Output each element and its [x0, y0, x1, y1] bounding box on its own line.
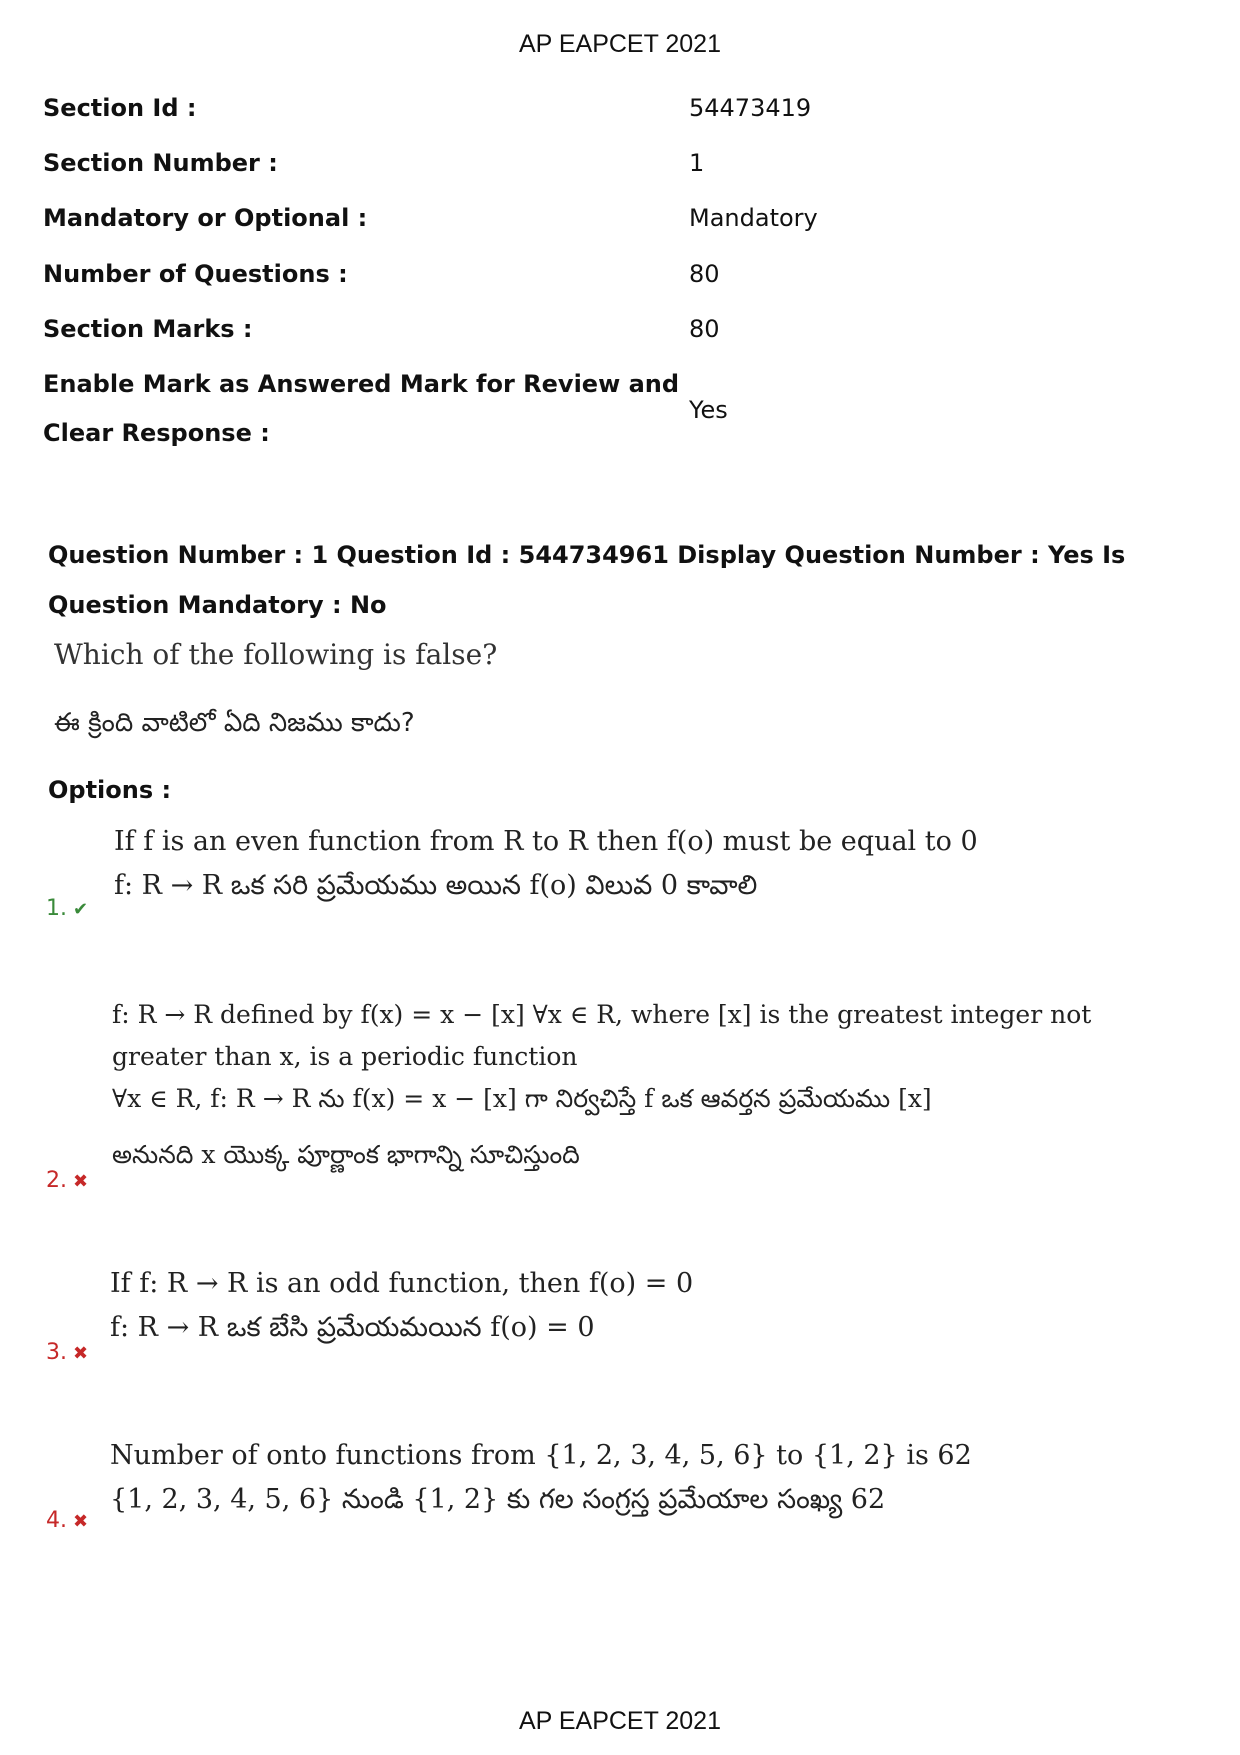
cross-icon: ✖ [73, 1511, 89, 1532]
mandatory-label: Mandatory or Optional : [43, 204, 368, 232]
number-of-questions-value: 80 [689, 260, 720, 288]
mandatory-value: Mandatory [689, 204, 818, 232]
option-2-line-2: greater than x, is a periodic function [112, 1042, 578, 1071]
check-icon: ✔ [73, 899, 89, 920]
option-1-marker[interactable] [46, 896, 88, 921]
option-1-number: 1. [46, 896, 67, 921]
page-header: AP EAPCET 2021 [519, 30, 721, 58]
option-2-marker[interactable] [46, 1168, 88, 1193]
enable-mark-label-line2: Clear Response : [43, 419, 270, 447]
option-1-line-2: f: R → R ఒక సరి ప్రమేయము అయిన f(o) విలువ 0 కావాలి [114, 870, 758, 901]
option-2-line-3: ∀x ∈ R, f: R → R ను f(x) = x − [x] గా నిర్వచిస్తే f ఒక ఆవర్తన ప్రమేయము [x] [112, 1084, 932, 1113]
question-text-telugu: ఈ క్రింది వాటిలో ఏది నిజము కాదు? [54, 708, 415, 738]
option-4-number: 4. [46, 1508, 67, 1533]
number-of-questions-label: Number of Questions : [43, 260, 348, 288]
option-2-line-4: అనునది x యొక్క పూర్ణాంక భాగాన్ని సూచిస్తుంది [112, 1140, 580, 1169]
enable-mark-label-line1: Enable Mark as Answered Mark for Review and [43, 370, 680, 398]
section-number-label: Section Number : [43, 149, 278, 177]
question-header: Question Number : 1 Question Id : 544734961 Display Question Number : Yes Is Question Mandatory : No [48, 541, 1126, 619]
option-4-line-2: {1, 2, 3, 4, 5, 6} నుండి {1, 2} కు గల సంగ్రస్త ప్రమేయాల సంఖ్య 62 [110, 1484, 886, 1515]
option-3-marker[interactable] [46, 1340, 88, 1365]
option-3-line-1: If f: R → R is an odd function, then f(o) = 0 [110, 1268, 694, 1299]
option-2-number: 2. [46, 1168, 67, 1193]
cross-icon: ✖ [73, 1171, 89, 1192]
option-3-line-2: f: R → R ఒక బేసి ప్రమేయమయిన f(o) = 0 [110, 1312, 595, 1343]
option-1-line-1: If f is an even function from R to R then f(o) must be equal to 0 [114, 826, 978, 857]
page-footer: AP EAPCET 2021 [519, 1707, 721, 1735]
section-id-value: 54473419 [689, 94, 812, 122]
section-number-value: 1 [689, 149, 705, 177]
section-marks-label: Section Marks : [43, 315, 253, 343]
option-3-number: 3. [46, 1340, 67, 1365]
section-id-label: Section Id : [43, 94, 197, 122]
option-4-line-1: Number of onto functions from {1, 2, 3, 4, 5, 6} to {1, 2} is 62 [110, 1440, 972, 1471]
option-4-marker[interactable] [46, 1508, 88, 1533]
options-label: Options : [48, 776, 172, 804]
section-marks-value: 80 [689, 315, 720, 343]
question-text-english: Which of the following is false? [54, 638, 498, 671]
option-2-line-1: f: R → R defined by f(x) = x − [x] ∀x ∈ R, where [x] is the greatest integer not [112, 1000, 1092, 1029]
enable-mark-value: Yes [689, 396, 728, 424]
cross-icon: ✖ [73, 1343, 89, 1364]
